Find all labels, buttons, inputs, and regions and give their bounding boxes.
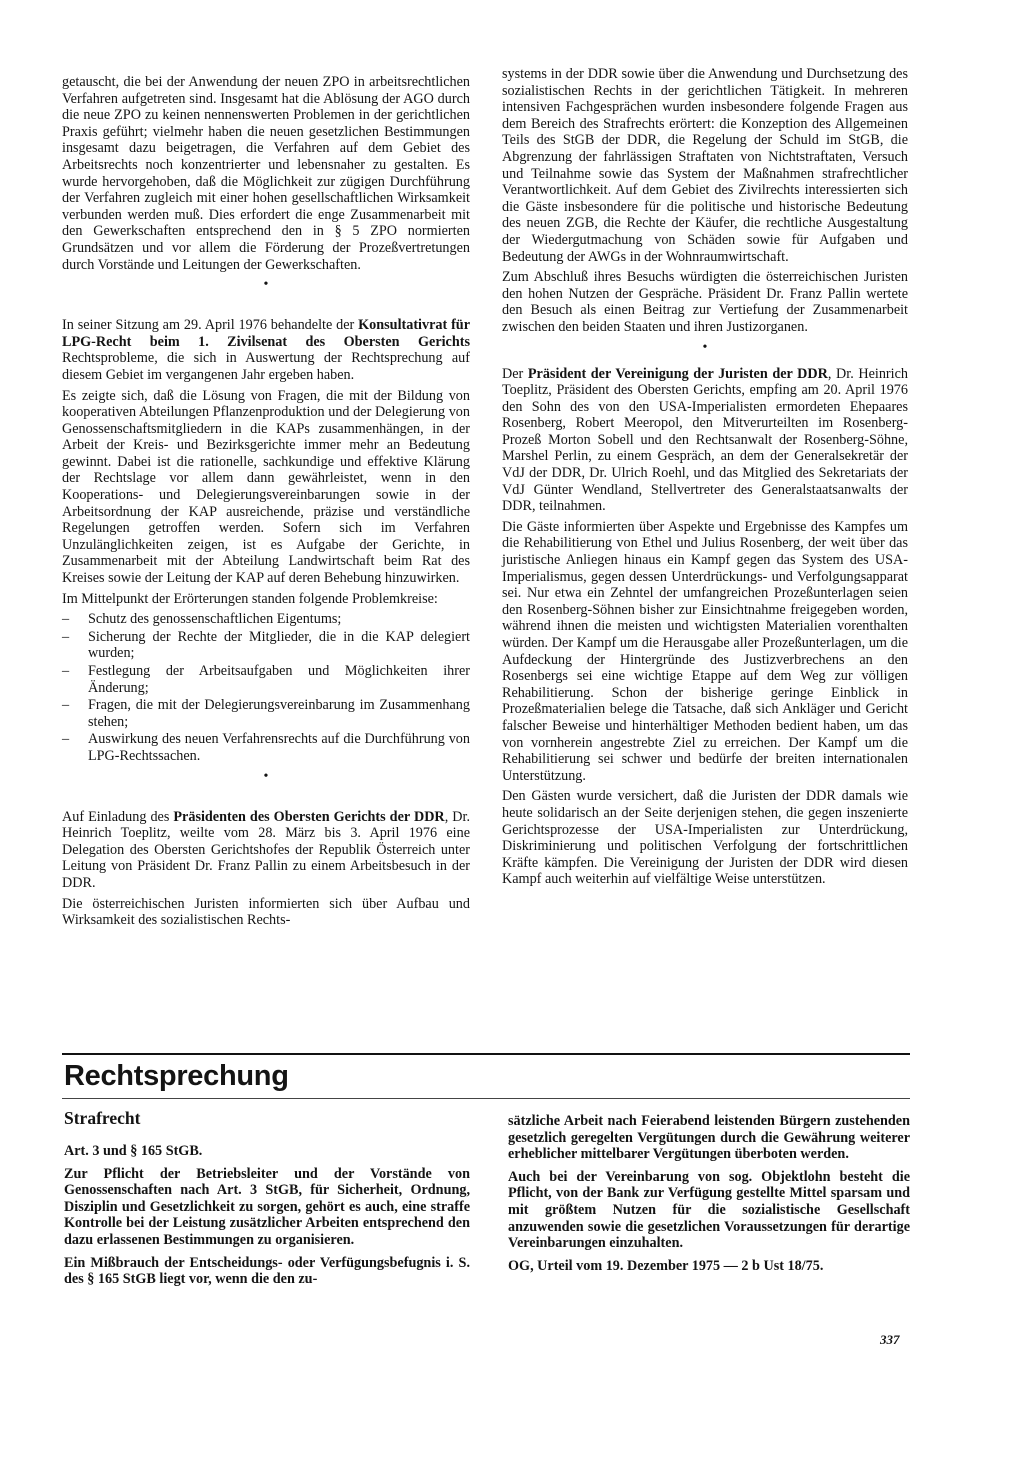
headnote-2-part-1: Ein Mißbrauch der Entscheidungs- oder Verfügungsbefugnis i. S. des § 165 StGB liegt vor, wenn die den zu- — [64, 1254, 470, 1288]
section-separator: • — [263, 277, 269, 293]
paragraph-visit — [62, 809, 470, 892]
list-item: – Sicherung der Rechte der Mitglieder, die in die KAP delegiert wurden; — [62, 629, 470, 662]
bold-text-run: Präsidenten des Obersten Gerichts der DDR — [173, 808, 445, 825]
text-run: In seiner Sitzung am 29. April 1976 behandelte der — [62, 317, 359, 334]
right-column — [502, 66, 908, 892]
paragraph-focus: Im Mittelpunkt der Erörterungen standen folgende Problemkreise: — [62, 590, 438, 607]
spacer — [62, 303, 470, 317]
page-number: 337 — [880, 1332, 900, 1347]
section-separator: • — [702, 339, 708, 355]
spacer — [62, 795, 470, 809]
section-rule-bottom — [62, 1098, 910, 1099]
paragraph-assured: Den Gästen wurde versichert, daß die Juristen der DDR damals wie heute solidarisch an der Seite derjenigen stehen, die gegen inszenierte Gerichtsprozesse der USA-Imperialisten zur Unterdrückung, Diskriminierung und politischen Verfolgung der fortschrittlichen Kräfte kämpfen. Die Vereinigung der Juristen der DDR wird diesen Kampf auch weiterhin auf vielfältige Weise unterstützen. — [502, 788, 908, 888]
left-column — [62, 74, 470, 933]
headnote-1: Zur Pflicht der Betriebsleiter und der Vorstände von Genossenschaften nach Art. 3 StGB, für Sicherheit, Ordnung, Disziplin und Gesetzlichkeit zu sorgen, gehört es auch, eine straffe Kontrolle bei der Leistung zusätzlicher Arbeiten entsprechend den dazu erlassenen Bestimmungen zu organisieren. — [64, 1165, 470, 1248]
subsection-title: Strafrecht — [64, 1108, 141, 1128]
problem-list — [62, 611, 470, 764]
text-run: Auf Einladung des — [62, 808, 174, 825]
judgment-citation: OG, Urteil vom 19. Dezember 1975 — 2 b Ust 18/75. — [508, 1257, 824, 1274]
bottom-right-column — [508, 1113, 910, 1280]
bottom-left-column — [64, 1107, 470, 1294]
section-rule-top — [62, 1053, 910, 1055]
text-run: Rechtsprobleme, die sich in Auswertung der Rechtsprechung auf diesem Gebiet im vergangenen Jahr ergeben haben. — [62, 350, 470, 383]
headnote-3: Auch bei der Vereinbarung von sog. Objektlohn besteht die Pflicht, von der Bank zur Verfügung gestellte Mittel sparsam und mit größtem Nutzen für die sozialistische Gesellschaft anzuwenden sowie die gesetzlichen Voraussetzungen für derartige Vereinbarungen einzuhalten. — [508, 1168, 910, 1252]
paragraph-lpg-detail: Es zeigte sich, daß die Lösung von Fragen, die mit der Bildung von kooperativen Abteilungen Pflanzenproduktion und der Delegierung von Genossenschaftsmitgliedern in die KAPs zusammenhängen, in der Arbeit der Kreis- und Bezirksgerichte immer mehr an Bedeutung gewinnt. Dabei ist die rationelle, sachkundige und effektive Klärung der Rechtslage vor allem dann gewährleistet, wenn in den Kooperations- und Delegierungsvereinbarungen sowie in der Arbeitsordnung der KAP ausreichende, präzise und verständliche Regelungen getroffen werden. Sofern sich im Verfahren Unzulänglichkeiten zeigen, ist es Aufgabe der Gerichte, in Zusammenarbeit mit der Abteilung Landwirtschaft beim Rat des Kreises sowie der Leitung der KAP auf deren Behebung hinzuwirken. — [62, 387, 470, 587]
list-item: – Festlegung der Arbeitsaufgaben und Möglichkeiten ihrer Änderung; — [62, 663, 470, 696]
paragraph-austrian-jurists: Die österreichischen Juristen informierten sich über Aufbau und Wirksamkeit des sozialistischen Rechts- — [62, 895, 470, 929]
paragraph-zpo-continuation: getauscht, die bei der Anwendung der neuen ZPO in arbeitsrechtlichen Verfahren aufgetreten sind. Insgesamt hat die Ablösung der AGO durch die neue ZPO zu keinen nennenswerten Problemen in der gerichtlichen Praxis geführt; vielmehr haben die neuen gesetzlichen Bestimmungen insgesamt dazu beigetragen, die Verfahren auf dem Gebiet des Arbeitsrechts noch konzentrierter und lebensnaher zu gestalten. Es wurde hervorgehoben, daß die Möglichkeit zur zügigen Durchführung der Verfahren zugleich mit einer hohen gesellschaftlichen Wirksamkeit verbunden werden muß. Dies erfordert die enge Zusammenarbeit mit den Gewerkschaften entsprechend den in § 5 ZPO normierten Grundsätzen und vor allem die Förderung der Prozeßvertretungen durch Vorstände und Leitungen der Gewerkschaften. — [62, 74, 470, 273]
section-separator: • — [263, 768, 269, 784]
paragraph-lpg-intro — [62, 317, 470, 383]
section-title: Rechtsprechung — [64, 1060, 289, 1092]
list-item: – Schutz des genossenschaftlichen Eigentums; — [62, 611, 470, 628]
text-run: Der — [502, 365, 528, 382]
paragraph-guests: Die Gäste informierten über Aspekte und Ergebnisse des Kampfes um die Rehabilitierung von Ethel und Julius Rosenberg, der weit über das juristische Anliegen hinaus ein Kampf gegen das System des USA-Imperialismus, gegen dessen Unterdrückungs- und Verfolgungsapparat sei. Nur etwa ein Zehntel der umfangreichen Prozeßunterlagen seien den Rosenberg-Söhnen bisher zur Einsichtnahme freigegeben worden, während ihnen die meisten und wichtigsten Materialien vorenthalten würden. Der Kampf um die Herausgabe aller Prozeßunterlagen, um die Aufdeckung der Hintergründe des Justizverbrechens an den Rosenbergs sei eine wichtige Etappe auf dem Weg zur völligen Rehabilitierung. Schon der bisherige geringe Einblick in Prozeßmaterialien belege die Tatsache, daß sich Ankläger und Gericht falscher Beweise und hinterhältiger Methoden bedient haben, um das von vornherein angestrebte Ziel zu erreichen. Der Kampf um die Rehabilitierung sei schwer und bedürfe der breiten internationalen Unterstützung. — [502, 518, 908, 784]
paragraph-systems-continuation: systems in der DDR sowie über die Anwendung und Durchsetzung des sozialistischen Rechts in der gerichtlichen Tätigkeit. In mehreren intensiven Fachgesprächen wurden insbesondere folgende Fragen aus dem Bereich des Strafrechts erörtert: die Konzeption des Allgemeinen Teils des StGB der DDR, die Regelung der Schuld im StGB, die Abgrenzung der fahrlässigen Straftaten von Nichtstraftaten, Versuch und Teilnahme sowie das System der Maßnahmen strafrechtlicher Verantwortlichkeit. Auf dem Gebiet des Zivilrechts interessierten sich die Gäste insbesondere für die politische und historische Bedeutung des neuen ZGB, die Rechte der Käufer, die rechtliche Ausgestaltung der Wiedergutmachung von Schäden sowie für Aufgaben und Bedeutung der AWGs in der Wohnraumwirtschaft. — [502, 66, 908, 265]
paragraph-conclusion: Zum Abschluß ihres Besuchs würdigten die österreichischen Juristen den hohen Nutzen der Gespräche. Präsident Dr. Franz Pallin wertete den Besuch als einen Beitrag zur Vertiefung der Zusammenarbeit zwischen den beiden Staaten und ihren Justizorganen. — [502, 269, 908, 335]
text-run: , Dr. Heinrich Toeplitz, Präsident des Obersten Gerichts, empfing am 20. April 1976 den Sohn des von den USA-Imperialisten ermordeten Ehepaares Rosenberg, Robert Meeropol, den Mitverurteilten im Rosenberg-Prozeß Morton Sobell und den Rechtsanwalt der Rosenberg-Söhne, Marshel Perlin, zu einem Gespräch, an dem der Generalsekretär der VdJ der DDR, Dr. Ulrich Roehl, und das Mitglied des Sekretariats der VdJ Günter Wendland, Stellvertreter des Generalstaatsanwalts der DDR, teilnahmen. — [502, 365, 908, 515]
law-reference: Art. 3 und § 165 StGB. — [64, 1143, 203, 1159]
bold-text-run: Konsultativrat für LPG-Recht beim 1. Zivilsenat des Obersten Gerichts — [62, 317, 470, 350]
bold-text-run: Präsident der Vereinigung der Juristen der DDR — [527, 365, 828, 382]
headnote-2-part-2: sätzliche Arbeit nach Feierabend leistenden Bürgern zustehenden gesetzlich geregelten Vergütungen durch die Gewährung weiterer erheblicher mittelbarer Vergütungen überboten werden. — [508, 1113, 910, 1163]
text-run: , Dr. Heinrich Toeplitz, weilte vom 28. März bis 3. April 1976 eine Delegation des Obersten Gerichtshofes der Republik Österreich unter Leitung von Präsident Dr. Franz Pallin zu einem Arbeitsbesuch in der DDR. — [62, 808, 470, 891]
list-item: – Auswirkung des neuen Verfahrensrechts auf die Durchführung von LPG-Rechtssachen. — [62, 731, 470, 764]
paragraph-president — [502, 366, 908, 515]
list-item: – Fragen, die mit der Delegierungsvereinbarung im Zusammenhang stehen; — [62, 697, 470, 730]
